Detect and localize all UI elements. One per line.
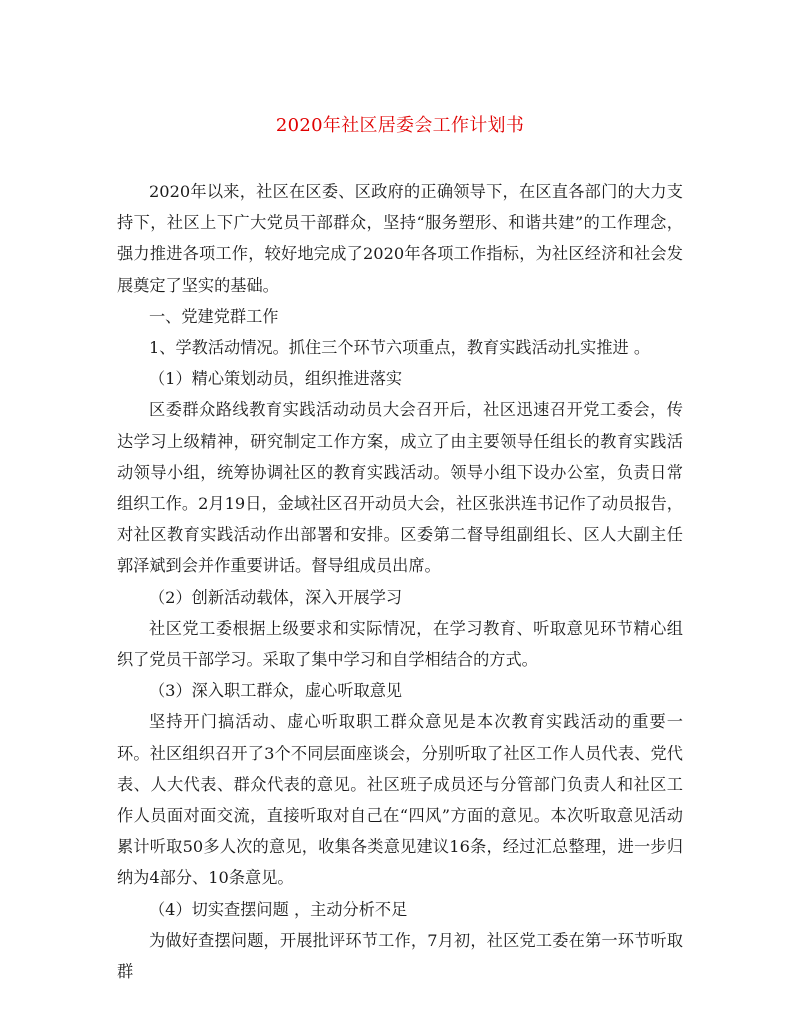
section-heading-party-work: 一、党建党群工作: [149, 306, 279, 326]
item-heading-1: （1）精心策划动员，组织推进落实: [149, 369, 403, 389]
item-paragraph-4: 为做好查摆问题，开展批评环节工作，7月初，社区党工委在第一环节听取群: [117, 930, 683, 982]
document-title: 2020年社区居委会工作计划书: [275, 115, 525, 136]
item-heading-4: （4）切实查摆问题 ，主动分析不足: [149, 899, 408, 919]
document-body: [117, 176, 683, 987]
subsection-heading-study-activity: 1、学教活动情况。抓住三个环节六项重点，教育实践活动扎实推进 。: [149, 338, 651, 358]
item-paragraph-3: 坚持开门搞活动、虚心听取职工群众意见是本次教育实践活动的重要一环。社区组织召开了3个不同层面座谈会，分别听取了社区工作人员代表、党代表、人大代表、群众代表的意见。社区班子成员还与分管部门负责人和社区工作人员面对面交流，直接听取对自己在“四风”方面的意见。本次听取意见活动累计听取50多人次的意见，收集各类意见建议16条，经过汇总整理，进一步归纳为4部分、10条意见。: [117, 712, 683, 888]
item-paragraph-2: 社区党工委根据上级要求和实际情况，在学习教育、听取意见环节精心组织了党员干部学习。采取了集中学习和自学相结合的方式。: [117, 618, 683, 670]
item-heading-2: （2）创新活动载体，深入开展学习: [149, 587, 403, 607]
intro-paragraph: 2020年以来，社区在区委、区政府的正确领导下，在区直各部门的大力支持下，社区上下广大党员干部群众，坚持“服务塑形、和谐共建”的工作理念，强力推进各项工作，较好地完成了2020年各项工作指标，为社区经济和社会发展奠定了坚实的基础。: [117, 182, 683, 295]
item-paragraph-1: 区委群众路线教育实践活动动员大会召开后，社区迅速召开党工委会，传达学习上级精神，研究制定工作方案，成立了由主要领导任组长的教育实践活动领导小组，统筹协调社区的教育实践活动。领导小组下设办公室，负责日常组织工作。2月19日，金域社区召开动员大会，社区张洪连书记作了动员报告，对社区教育实践活动作出部署和安排。区委第二督导组副组长、区人大副主任郭泽斌到会并作重要讲话。督导组成员出席。: [117, 400, 683, 576]
item-heading-3: （3）深入职工群众，虚心听取意见: [149, 681, 403, 701]
